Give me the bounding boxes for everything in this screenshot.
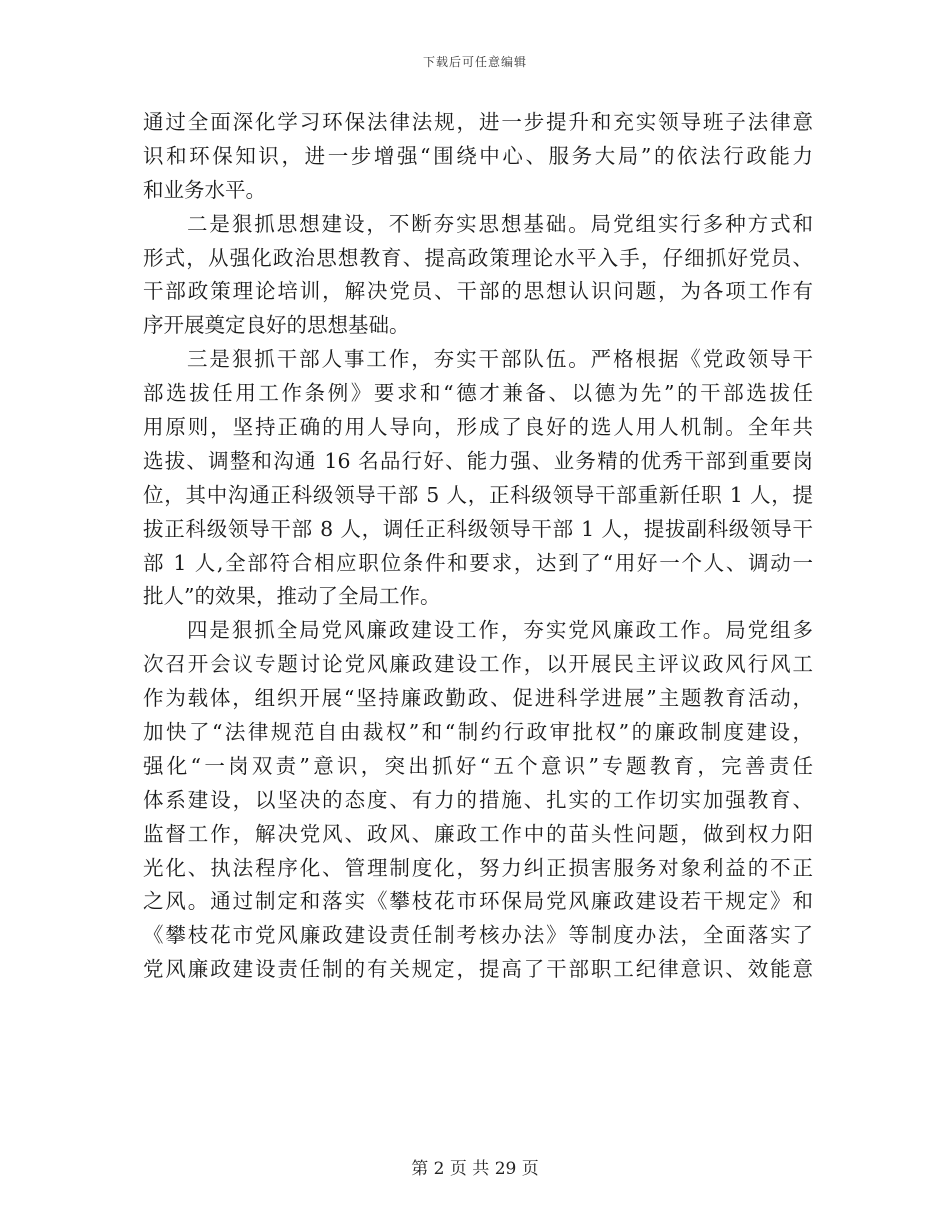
- text-line: 形式，从强化政治思想教育、提高政策理论水平入手，仔细抓好党员、: [143, 245, 813, 270]
- document-body: [143, 106, 813, 987]
- text-line: 部选拔任用工作条例》要求和“德才兼备、以德为先”的干部选拔任: [143, 381, 813, 406]
- text-line: 之风。通过制定和落实《攀枝花市环保局党风廉政建设若干规定》和: [143, 889, 813, 914]
- text-line: 干部政策理论培训，解决党员、干部的思想认识问题，为各项工作有: [143, 279, 813, 304]
- text-line: 监督工作，解决党风、政风、廉政工作中的苗头性问题，做到权力阳: [143, 821, 813, 846]
- text-line: 二是狠抓思想建设，不断夯实思想基础。局党组实行多种方式和: [187, 211, 813, 236]
- text-line: 三是狠抓干部人事工作，夯实干部队伍。严格根据《党政领导干: [187, 347, 813, 372]
- text-line: 用原则，坚持正确的用人导向，形成了良好的选人用人机制。全年共: [143, 415, 813, 440]
- text-line: 加快了“法律规范自由裁权”和“制约行政审批权”的廉政制度建设，: [143, 720, 813, 745]
- text-line: 《攀枝花市党风廉政建设责任制考核办法》等制度办法，全面落实了: [143, 923, 813, 948]
- page-header: 下载后可任意编辑: [422, 55, 527, 69]
- text-line: 次召开会议专题讨论党风廉政建设工作，以开展民主评议政风行风工: [143, 652, 813, 677]
- text-line: 批人”的效果，推动了全局工作。: [143, 584, 441, 609]
- text-line: 识和环保知识，进一步增强“围绕中心、服务大局”的依法行政能力: [143, 143, 813, 168]
- text-line: 体系建设，以坚决的态度、有力的措施、扎实的工作切实加强教育、: [143, 787, 813, 812]
- text-line: 位，其中沟通正科级领导干部 5 人，正科级领导干部重新任职 1 人，提: [143, 482, 813, 507]
- text-line: 四是狠抓全局党风廉政建设工作，夯实党风廉政工作。局党组多: [187, 618, 813, 643]
- page-footer: 第 2 页 共 29 页: [411, 1159, 539, 1179]
- text-line: 拔正科级领导干部 8 人，调任正科级领导干部 1 人，提拔副科级领导干: [143, 516, 813, 541]
- text-line: 序开展奠定良好的思想基础。: [143, 313, 410, 338]
- text-line: 党风廉政建设责任制的有关规定，提高了干部职工纪律意识、效能意: [143, 957, 813, 982]
- text-line: 强化“一岗双责”意识，突出抓好“五个意识”专题教育，完善责任: [143, 753, 813, 778]
- text-line: 作为载体，组织开展“坚持廉政勤政、促进科学进展”主题教育活动，: [143, 686, 813, 711]
- text-line: 和业务水平。: [143, 177, 266, 202]
- text-line: 光化、执法程序化、管理制度化，努力纠正损害服务对象利益的不正: [143, 855, 813, 880]
- text-line: 选拔、调整和沟通 16 名品行好、能力强、业务精的优秀干部到重要岗: [143, 448, 813, 473]
- text-line: 部 1 人,全部符合相应职位条件和要求，达到了“用好一个人、调动一: [143, 550, 813, 575]
- text-line: 通过全面深化学习环保法律法规，进一步提升和充实领导班子法律意: [143, 110, 813, 134]
